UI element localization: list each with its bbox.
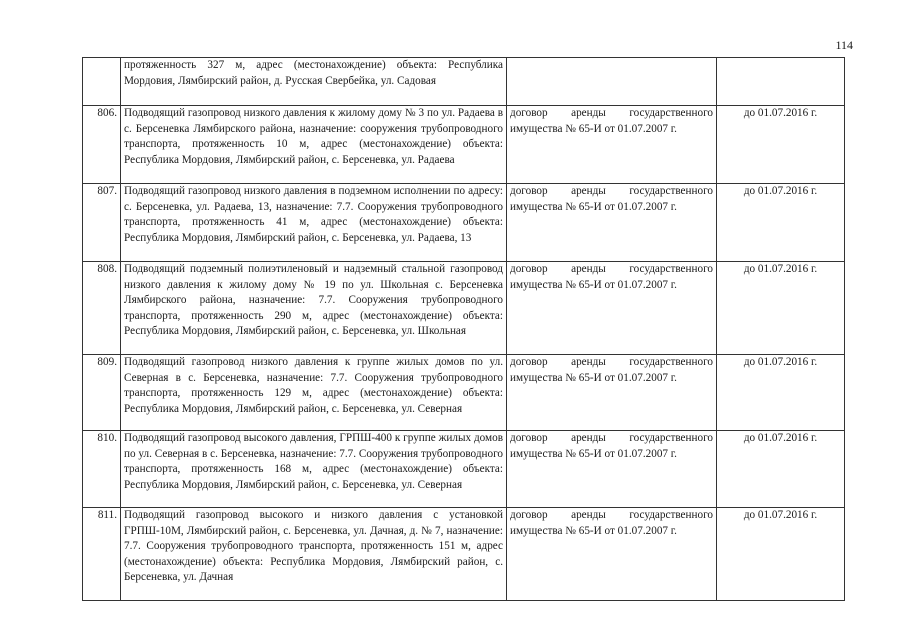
lease-basis-cell: договор аренды государственного имущества № 65-И от 01.07.2007 г. — [507, 431, 717, 508]
lease-term-cell: до 01.07.2016 г. — [717, 184, 845, 262]
table-row — [83, 184, 845, 262]
lease-basis-cell: договор аренды государственного имущества № 65-И от 01.07.2007 г. — [507, 106, 717, 184]
lease-basis-cell: договор аренды государственного имущества № 65-И от 01.07.2007 г. — [507, 262, 717, 355]
object-description-cell: Подводящий газопровод высокого давления, ГРПШ-400 к группе жилых домов по ул. Северная в с. Берсеневка, назначение: 7.7. Сооружения трубопроводного транспорта, протяженность 168 м, адрес (местонахождение) объекта: Республика Мордовия, Лямбирский район, с. Берсеневка, ул. Северная — [121, 431, 507, 508]
row-number-cell: 809. — [83, 355, 121, 431]
page-number: 114 — [835, 38, 853, 52]
lease-basis-cell — [507, 58, 717, 106]
table-row — [83, 508, 845, 601]
object-description-cell: Подводящий газопровод низкого давления к жилому дому № 3 по ул. Радаева в с. Берсеневка Лямбирского района, назначение: сооружения трубопроводного транспорта, протяженность 10 м, адрес (местонахождение) объекта: Республика Мордовия, Лямбирский район, с. Берсеневка, ул. Радаева — [121, 106, 507, 184]
object-description-cell: Подводящий газопровод высокого и низкого давления с установкой ГРПШ-10М, Лямбирский район, с. Берсеневка, ул. Дачная, д. № 7, назначение: 7.7. Сооружения трубопроводного транспорта, протяженность 151 м, адрес (местонахождение) объекта: Республика Мордовия, Лямбирский район, с. Берсеневка, ул. Дачная — [121, 508, 507, 601]
lease-term-cell — [717, 58, 845, 106]
row-number-cell — [83, 58, 121, 106]
object-description-cell: Подводящий газопровод низкого давления к группе жилых домов по ул. Северная в с. Берсеневка, назначение: 7.7. Сооружения трубопроводного транспорта, протяженность 129 м, адрес (местонахождение) объекта: Республика Мордовия, Лямбирский район, с. Берсеневка, ул. Северная — [121, 355, 507, 431]
object-description-cell: Подводящий газопровод низкого давления в подземном исполнении по адресу: с. Берсеневка, ул. Радаева, 13, назначение: 7.7. Сооружения трубопроводного транспорта, протяженность 41 м, адрес (местонахождение) объекта: Республика Мордовия, Лямбирский район, с. Берсеневка, ул. Радаева, 13 — [121, 184, 507, 262]
table-row — [83, 431, 845, 508]
row-number-cell: 807. — [83, 184, 121, 262]
lease-basis-cell: договор аренды государственного имущества № 65-И от 01.07.2007 г. — [507, 355, 717, 431]
object-description-cell: Подводящий подземный полиэтиленовый и надземный стальной газопровод низкого давления к жилому дому № 19 по ул. Школьная с. Берсеневка Лямбирского района, назначение: 7.7. Сооружения трубопроводного транспорта, протяженность 290 м, адрес (местонахождение) объекта: Республика Мордовия, Лямбирский район, с. Берсеневка, ул. Школьная — [121, 262, 507, 355]
row-number-cell: 806. — [83, 106, 121, 184]
lease-basis-cell: договор аренды государственного имущества № 65-И от 01.07.2007 г. — [507, 184, 717, 262]
lease-term-cell: до 01.07.2016 г. — [717, 262, 845, 355]
table-row — [83, 58, 845, 106]
row-number-cell: 811. — [83, 508, 121, 601]
row-number-cell: 810. — [83, 431, 121, 508]
lease-term-cell: до 01.07.2016 г. — [717, 431, 845, 508]
table-row — [83, 262, 845, 355]
lease-term-cell: до 01.07.2016 г. — [717, 508, 845, 601]
property-registry-table — [82, 57, 845, 601]
object-description-cell: протяженность 327 м, адрес (местонахождение) объекта: Республика Мордовия, Лямбирский район, д. Русская Свербейка, ул. Садовая — [121, 58, 507, 106]
table-row — [83, 355, 845, 431]
lease-basis-cell: договор аренды государственного имущества № 65-И от 01.07.2007 г. — [507, 508, 717, 601]
lease-term-cell: до 01.07.2016 г. — [717, 355, 845, 431]
row-number-cell: 808. — [83, 262, 121, 355]
lease-term-cell: до 01.07.2016 г. — [717, 106, 845, 184]
table-row — [83, 106, 845, 184]
